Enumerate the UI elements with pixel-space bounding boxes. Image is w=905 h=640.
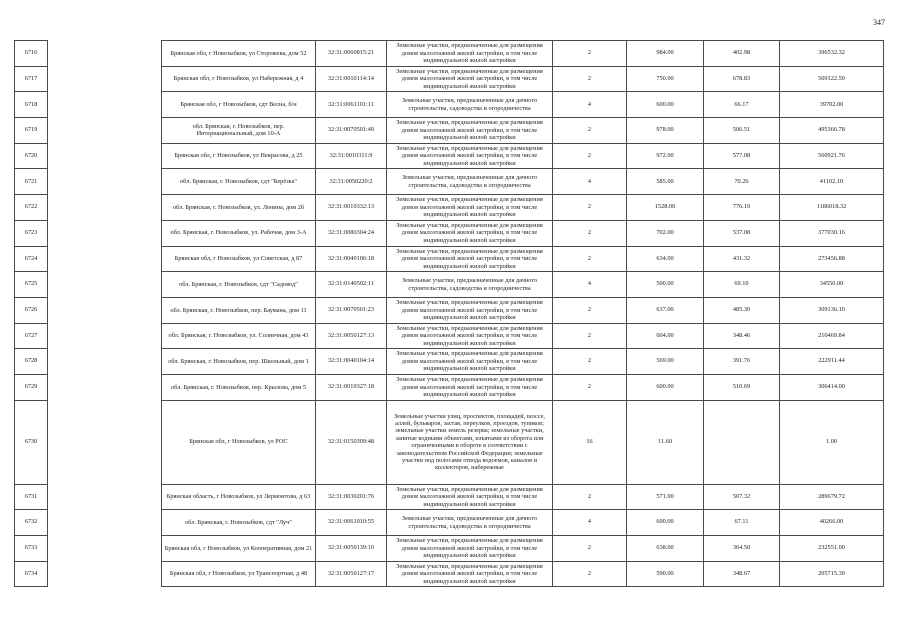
record-number-cell: 6718 (15, 92, 48, 118)
record-number-cell: 6733 (15, 536, 48, 562)
cadastral-number-cell: 32:31:0080304:24 (316, 220, 387, 246)
land-registry-table-wrapper (14, 40, 884, 587)
specific-value-cell: 391.76 (704, 349, 780, 375)
table-row (15, 297, 884, 323)
table-row (15, 510, 884, 536)
record-number-cell: 6729 (15, 374, 48, 400)
land-purpose-cell: Земельные участки, предназначенные для размещения домов малоэтажной жилой застройки, в том числе индивидуальной жилой застройки (387, 195, 553, 221)
cadastral-value-cell: 377030.16 (780, 220, 884, 246)
table-row (15, 66, 884, 92)
area-cell: 600.00 (627, 374, 704, 400)
specific-value-cell: 67.11 (704, 510, 780, 536)
record-number-cell: 6727 (15, 323, 48, 349)
record-number-cell: 6730 (15, 400, 48, 484)
group-number-cell: 2 (553, 484, 627, 510)
table-row (15, 400, 884, 484)
record-number-cell: 6725 (15, 272, 48, 298)
cadastral-value-cell: 34550.00 (780, 272, 884, 298)
group-number-cell: 2 (553, 143, 627, 169)
specific-value-cell: 69.10 (704, 272, 780, 298)
cadastral-number-cell: 32:31:0040106:18 (316, 246, 387, 272)
area-cell: 604.00 (627, 323, 704, 349)
cadastral-value-cell: 1186018.32 (780, 195, 884, 221)
land-purpose-cell: Земельные участки, предназначенные для размещения домов малоэтажной жилой застройки, в том числе индивидуальной жилой застройки (387, 143, 553, 169)
spacer-cell (48, 510, 162, 536)
record-number-cell: 6728 (15, 349, 48, 375)
address-cell: Брянская обл, г Новозыбков, ул Советская, д 87 (162, 246, 316, 272)
address-cell: Брянская обл, г Новозыбков, ул Кооперативная, дом 21 (162, 536, 316, 562)
table-row (15, 561, 884, 587)
address-cell: Брянская область, г Новозыбков, ул Лермонтова, д 63 (162, 484, 316, 510)
specific-value-cell: 776.19 (704, 195, 780, 221)
land-purpose-cell: Земельные участки, предназначенные для размещения домов малоэтажной жилой застройки, в том числе индивидуальной жилой застройки (387, 246, 553, 272)
cadastral-number-cell: 32:31:0061101:11 (316, 92, 387, 118)
cadastral-value-cell: 232551.00 (780, 536, 884, 562)
group-number-cell: 2 (553, 220, 627, 246)
land-purpose-cell: Земельные участки, предназначенные для дачного строительства, садоводства и огородничества (387, 272, 553, 298)
specific-value-cell: 678.83 (704, 66, 780, 92)
table-row (15, 92, 884, 118)
land-purpose-cell: Земельные участки, предназначенные для размещения домов малоэтажной жилой застройки, в том числе индивидуальной жилой застройки (387, 220, 553, 246)
cadastral-number-cell: 32:31:0050127:13 (316, 323, 387, 349)
record-number-cell: 6720 (15, 143, 48, 169)
group-number-cell: 2 (553, 195, 627, 221)
area-cell: 637.00 (627, 297, 704, 323)
group-number-cell: 4 (553, 92, 627, 118)
group-number-cell: 2 (553, 323, 627, 349)
spacer-cell (48, 323, 162, 349)
cadastral-number-cell: 32:31:0070501:49 (316, 118, 387, 144)
spacer-cell (48, 561, 162, 587)
land-purpose-cell: Земельные участки, предназначенные для размещения домов малоэтажной жилой застройки, в том числе индивидуальной жилой застройки (387, 41, 553, 67)
address-cell: Брянская обл, г Новозыбков, сдт Весна, б/н (162, 92, 316, 118)
cadastral-value-cell: 495366.78 (780, 118, 884, 144)
cadastral-number-cell: 32:31:0010332:13 (316, 195, 387, 221)
area-cell: 638.00 (627, 536, 704, 562)
area-cell: 702.00 (627, 220, 704, 246)
land-purpose-cell: Земельные участки, предназначенные для размещения домов малоэтажной жилой застройки, в том числе индивидуальной жилой застройки (387, 536, 553, 562)
specific-value-cell: 66.17 (704, 92, 780, 118)
record-number-cell: 6726 (15, 297, 48, 323)
table-row (15, 195, 884, 221)
cadastral-number-cell: 32:31:0010327:18 (316, 374, 387, 400)
cadastral-number-cell: 32:31:0040104:14 (316, 349, 387, 375)
group-number-cell: 2 (553, 66, 627, 92)
spacer-cell (48, 143, 162, 169)
area-cell: 634.00 (627, 246, 704, 272)
group-number-cell: 16 (553, 400, 627, 484)
address-cell: обл. Брянская, г. Новозыбков, пер. Интернациональный, дом 10-А (162, 118, 316, 144)
cadastral-value-cell: 273456.88 (780, 246, 884, 272)
address-cell: обл. Брянская, г. Новозыбков, пер. Школьный, дом 1 (162, 349, 316, 375)
spacer-cell (48, 400, 162, 484)
group-number-cell: 2 (553, 297, 627, 323)
cadastral-value-cell: 40266.00 (780, 510, 884, 536)
address-cell: Брянская обл, г Новозыбков, ул РОС (162, 400, 316, 484)
cadastral-number-cell: 32:31:0010311:9 (316, 143, 387, 169)
record-number-cell: 6731 (15, 484, 48, 510)
specific-value-cell: 402.98 (704, 41, 780, 67)
table-row (15, 272, 884, 298)
record-number-cell: 6723 (15, 220, 48, 246)
record-number-cell: 6724 (15, 246, 48, 272)
area-cell: 585.00 (627, 169, 704, 195)
land-registry-table (14, 40, 884, 587)
area-cell: 978.00 (627, 118, 704, 144)
address-cell: Брянская обл, г Новозыбков, ул Некрасова, д 25 (162, 143, 316, 169)
specific-value-cell: 431.32 (704, 246, 780, 272)
group-number-cell: 2 (553, 374, 627, 400)
cadastral-value-cell: 560921.76 (780, 143, 884, 169)
address-cell: обл. Брянская, г. Новозыбков, ул. Ленина, дом 2б (162, 195, 316, 221)
record-number-cell: 6734 (15, 561, 48, 587)
area-cell: 1528.00 (627, 195, 704, 221)
address-cell: обл. Брянская, г. Новозыбков, сдт "Садовод" (162, 272, 316, 298)
specific-value-cell: 506.51 (704, 118, 780, 144)
cadastral-number-cell: 32:31:0140502:11 (316, 272, 387, 298)
spacer-cell (48, 297, 162, 323)
table-row (15, 118, 884, 144)
specific-value-cell (704, 400, 780, 484)
group-number-cell: 2 (553, 118, 627, 144)
cadastral-number-cell: 32:31:0150309:48 (316, 400, 387, 484)
cadastral-number-cell: 32:31:0050127:17 (316, 561, 387, 587)
address-cell: Брянская обл, г Новозыбков, ул Транспортная, д 48 (162, 561, 316, 587)
record-number-cell: 6722 (15, 195, 48, 221)
address-cell: обл. Брянская, г. Новозыбков, ул. Солнечная, дом 43 (162, 323, 316, 349)
cadastral-number-cell: 32:31:0070501:23 (316, 297, 387, 323)
specific-value-cell: 507.32 (704, 484, 780, 510)
land-purpose-cell: Земельные участки, предназначенные для дачного строительства, садоводства и огородничества (387, 169, 553, 195)
land-purpose-cell: Земельные участки, предназначенные для размещения домов малоэтажной жилой застройки, в том числе индивидуальной жилой застройки (387, 484, 553, 510)
spacer-cell (48, 246, 162, 272)
cadastral-number-cell: 32:31:0030201:76 (316, 484, 387, 510)
cadastral-number-cell: 32:31:0060815:21 (316, 41, 387, 67)
area-cell: 600.00 (627, 92, 704, 118)
cadastral-value-cell: 509122.50 (780, 66, 884, 92)
address-cell: обл. Брянская, г. Новозыбков, сдт "Берёзка" (162, 169, 316, 195)
spacer-cell (48, 195, 162, 221)
land-purpose-cell: Земельные участки, предназначенные для размещения домов малоэтажной жилой застройки, в том числе индивидуальной жилой застройки (387, 297, 553, 323)
land-purpose-cell: Земельные участки, предназначенные для размещения домов малоэтажной жилой застройки, в том числе индивидуальной жилой застройки (387, 66, 553, 92)
record-number-cell: 6717 (15, 66, 48, 92)
table-row (15, 536, 884, 562)
cadastral-number-cell: 32:31:0061010:55 (316, 510, 387, 536)
spacer-cell (48, 272, 162, 298)
group-number-cell: 4 (553, 272, 627, 298)
cadastral-value-cell: 210469.84 (780, 323, 884, 349)
cadastral-number-cell: 32:31:0050139:10 (316, 536, 387, 562)
area-cell: 984.00 (627, 41, 704, 67)
specific-value-cell: 510.69 (704, 374, 780, 400)
spacer-cell (48, 220, 162, 246)
record-number-cell: 6732 (15, 510, 48, 536)
spacer-cell (48, 92, 162, 118)
spacer-cell (48, 374, 162, 400)
land-purpose-cell: Земельные участки улиц, проспектов, площадей, шоссе, аллей, бульваров, застав, переулков, проездов, тупиков; земельные участки земель резерва; земельные участки, занятые водными объектами, изъятыми из оборота или ограниченными в обороте в соответствии с законодательством Российской Федерации; земельные участки под полосами отвода водоемов, каналов и коллекторов, набережные (387, 400, 553, 484)
land-purpose-cell: Земельные участки, предназначенные для размещения домов малоэтажной жилой застройки, в том числе индивидуальной жилой застройки (387, 561, 553, 587)
spacer-cell (48, 349, 162, 375)
cadastral-value-cell: 222911.44 (780, 349, 884, 375)
table-row (15, 246, 884, 272)
spacer-cell (48, 41, 162, 67)
spacer-cell (48, 536, 162, 562)
cadastral-value-cell: 289679.72 (780, 484, 884, 510)
specific-value-cell: 70.26 (704, 169, 780, 195)
area-cell: 571.00 (627, 484, 704, 510)
table-row (15, 143, 884, 169)
land-purpose-cell: Земельные участки, предназначенные для дачного строительства, садоводства и огородничества (387, 92, 553, 118)
specific-value-cell: 364.50 (704, 536, 780, 562)
record-number-cell: 6721 (15, 169, 48, 195)
cadastral-value-cell: 306414.00 (780, 374, 884, 400)
table-row (15, 349, 884, 375)
table-row (15, 323, 884, 349)
specific-value-cell: 577.08 (704, 143, 780, 169)
cadastral-number-cell: 32:31:0010114:14 (316, 66, 387, 92)
area-cell: 11.60 (627, 400, 704, 484)
spacer-cell (48, 118, 162, 144)
land-purpose-cell: Земельные участки, предназначенные для дачного строительства, садоводства и огородничества (387, 510, 553, 536)
cadastral-number-cell: 32:31:0050220:2 (316, 169, 387, 195)
specific-value-cell: 537.08 (704, 220, 780, 246)
area-cell: 600.00 (627, 510, 704, 536)
area-cell: 972.00 (627, 143, 704, 169)
table-row (15, 220, 884, 246)
group-number-cell: 4 (553, 169, 627, 195)
specific-value-cell: 348.46 (704, 323, 780, 349)
land-purpose-cell: Земельные участки, предназначенные для размещения домов малоэтажной жилой застройки, в том числе индивидуальной жилой застройки (387, 374, 553, 400)
cadastral-value-cell: 396532.32 (780, 41, 884, 67)
address-cell: обл. Брянская, г. Новозыбков, пер. Баумана, дом 11 (162, 297, 316, 323)
group-number-cell: 4 (553, 510, 627, 536)
address-cell: обл. Брянская, г. Новозыбков, ул. Рабочая, дом 3-А (162, 220, 316, 246)
table-body (15, 41, 884, 587)
page-number: 347 (873, 18, 885, 27)
area-cell: 590.00 (627, 561, 704, 587)
area-cell: 750.00 (627, 66, 704, 92)
land-purpose-cell: Земельные участки, предназначенные для размещения домов малоэтажной жилой застройки, в том числе индивидуальной жилой застройки (387, 118, 553, 144)
area-cell: 500.00 (627, 272, 704, 298)
address-cell: обл. Брянская, г. Новозыбков, пер. Крылова, дом 5 (162, 374, 316, 400)
address-cell: обл. Брянская, г. Новозыбков, сдт "Луч" (162, 510, 316, 536)
group-number-cell: 2 (553, 536, 627, 562)
table-row (15, 169, 884, 195)
cadastral-value-cell: 205715.30 (780, 561, 884, 587)
cadastral-value-cell: 309136.10 (780, 297, 884, 323)
land-purpose-cell: Земельные участки, предназначенные для размещения домов малоэтажной жилой застройки, в том числе индивидуальной жилой застройки (387, 323, 553, 349)
record-number-cell: 6719 (15, 118, 48, 144)
group-number-cell: 2 (553, 246, 627, 272)
address-cell: Брянская обл, г Новозыбков, ул Сторожева, дом 52 (162, 41, 316, 67)
spacer-cell (48, 66, 162, 92)
cadastral-value-cell: 39702.00 (780, 92, 884, 118)
specific-value-cell: 485.30 (704, 297, 780, 323)
land-purpose-cell: Земельные участки, предназначенные для размещения домов малоэтажной жилой застройки, в том числе индивидуальной жилой застройки (387, 349, 553, 375)
cadastral-value-cell: 41102.10 (780, 169, 884, 195)
group-number-cell: 2 (553, 41, 627, 67)
address-cell: Брянская обл, г Новозыбков, ул Набережная, д 4 (162, 66, 316, 92)
specific-value-cell: 348.67 (704, 561, 780, 587)
spacer-cell (48, 169, 162, 195)
cadastral-value-cell: 1.00 (780, 400, 884, 484)
table-row (15, 41, 884, 67)
area-cell: 569.00 (627, 349, 704, 375)
table-row (15, 374, 884, 400)
record-number-cell: 6716 (15, 41, 48, 67)
table-row (15, 484, 884, 510)
group-number-cell: 2 (553, 349, 627, 375)
spacer-cell (48, 484, 162, 510)
group-number-cell: 2 (553, 561, 627, 587)
